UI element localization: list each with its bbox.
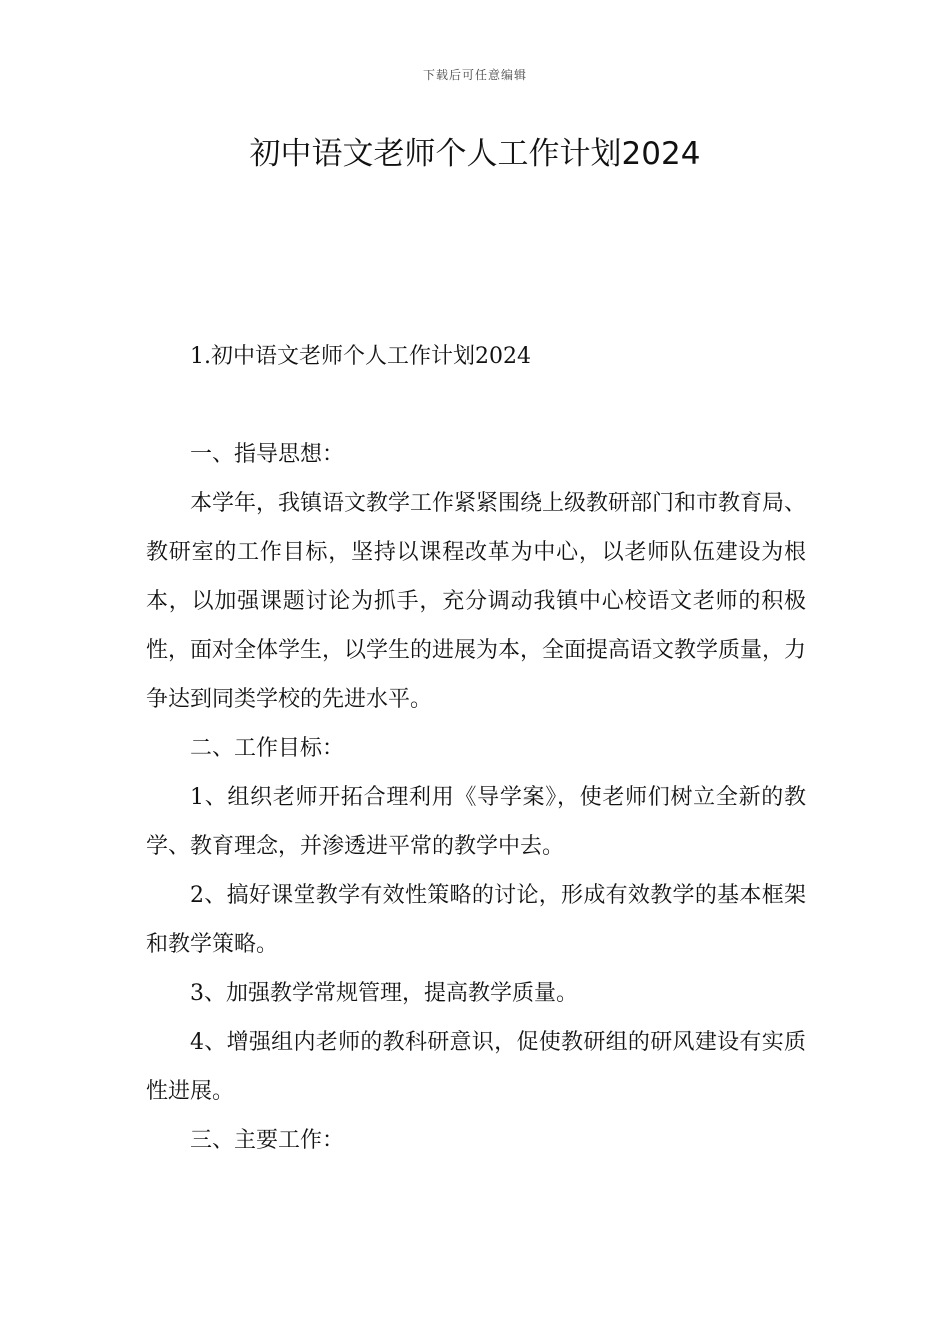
header-note: 下载后可任意编辑 bbox=[422, 68, 527, 82]
section-heading-main-work: 三、主要工作： bbox=[190, 1128, 345, 1153]
document-title: 初中语文老师个人工作计划2024 bbox=[249, 136, 701, 172]
section-heading-work-goals: 二、工作目标： bbox=[190, 736, 345, 761]
document-subtitle: 1.初中语文老师个人工作计划2024 bbox=[190, 344, 531, 369]
paragraph-goal-2: 2、搞好课堂教学有效性策略的讨论，形成有效教学的基本框架和教学策略。 bbox=[146, 883, 806, 957]
paragraph-guiding-thought: 本学年，我镇语文教学工作紧紧围绕上级教研部门和市教育局、教研室的工作目标，坚持以课程改革为中心，以老师队伍建设为根本，以加强课题讨论为抓手，充分调动我镇中心校语文老师的积极性，面对全体学生，以学生的进展为本，全面提高语文教学质量，力争达到同类学校的先进水平。 bbox=[146, 491, 807, 712]
section-heading-guiding-thought: 一、指导思想： bbox=[190, 442, 345, 467]
paragraph-goal-4: 4、增强组内老师的教科研意识，促使教研组的研风建设有实质性进展。 bbox=[146, 1030, 806, 1104]
paragraph-goal-3: 3、加强教学常规管理，提高教学质量。 bbox=[190, 981, 578, 1006]
document-body bbox=[146, 332, 806, 1165]
paragraph-goal-1: 1、组织老师开拓合理利用《导学案》，使老师们树立全新的教学、教育理念，并渗透进平常的教学中去。 bbox=[146, 785, 806, 859]
